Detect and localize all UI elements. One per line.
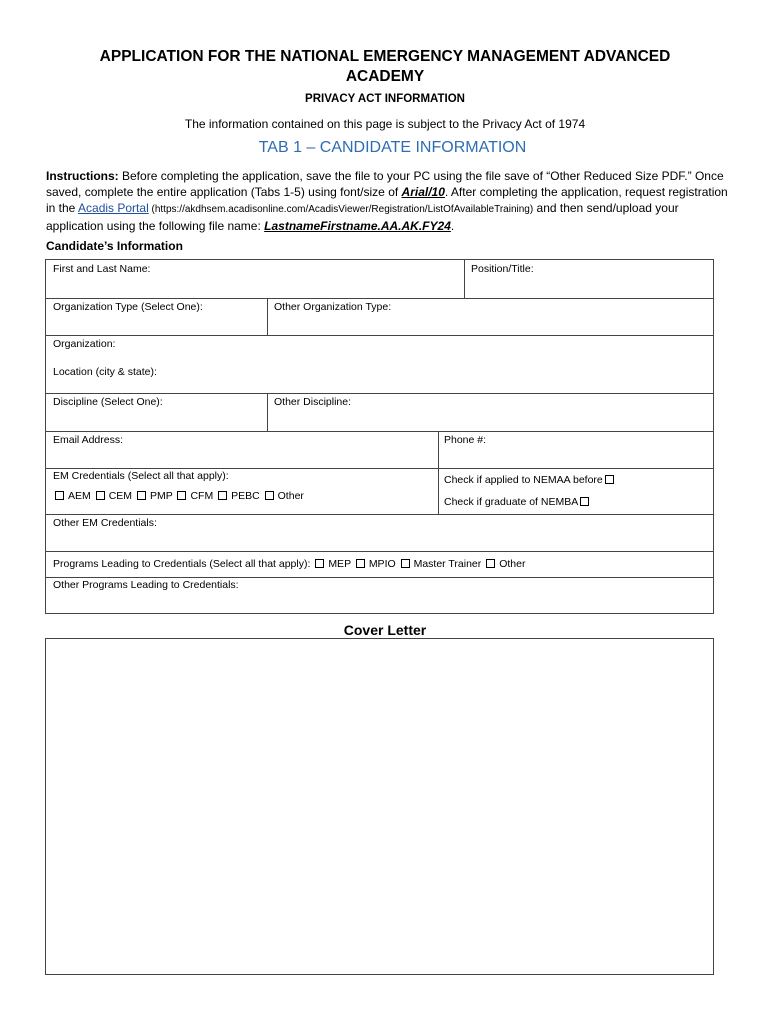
- pmp-checkbox[interactable]: [137, 491, 146, 500]
- instructions-text-3: and then send/upload your application using the following file name:: [46, 201, 679, 233]
- aem-checkbox[interactable]: [55, 491, 64, 500]
- candidate-info-form: [45, 259, 714, 614]
- instructions-text-1: Before completing the application, save the file to your PC using the file save of “Other Reduced Size PDF.” Once saved, complete the entire application (Tabs 1-5) using font/size of: [46, 169, 724, 199]
- master-trainer-label: Master Trainer: [413, 558, 482, 570]
- other-program-label: Other: [499, 558, 526, 570]
- other-program-checkbox[interactable]: [486, 559, 495, 568]
- nemba-graduate-row: [444, 496, 593, 508]
- acadis-portal-link[interactable]: Acadis Portal: [78, 201, 149, 215]
- divider: [46, 577, 713, 578]
- divider: [438, 431, 439, 514]
- other-organization-type-field[interactable]: Other Organization Type:: [274, 301, 392, 313]
- organization-type-field[interactable]: Organization Type (Select One):: [53, 301, 203, 313]
- organization-field[interactable]: Organization:: [53, 338, 116, 350]
- instructions-text-2: . After completing the application, request registration in the: [46, 185, 728, 215]
- master-trainer-checkbox[interactable]: [401, 559, 410, 568]
- instructions-label: Instructions:: [46, 169, 119, 183]
- portal-url: (https://akdhsem.acadisonline.com/AcadisViewer/Registration/ListOfAvailableTraining): [148, 204, 534, 215]
- cem-checkbox[interactable]: [96, 491, 105, 500]
- nemba-graduate-checkbox[interactable]: [580, 497, 589, 506]
- filename-format: LastnameFirstname.AA.AK.FY24: [264, 219, 451, 233]
- divider: [46, 431, 713, 432]
- privacy-heading: PRIVACY ACT INFORMATION: [305, 93, 465, 105]
- credential-options: [53, 490, 304, 502]
- tab-title: TAB 1 – CANDIDATE INFORMATION: [258, 139, 527, 156]
- divider: [46, 468, 713, 469]
- nemaa-applied-row: [444, 474, 618, 486]
- em-credentials-label: EM Credentials (Select all that apply):: [53, 470, 229, 482]
- divider: [46, 393, 713, 394]
- pebc-checkbox[interactable]: [218, 491, 227, 500]
- cfm-checkbox[interactable]: [177, 491, 186, 500]
- divider: [464, 260, 465, 298]
- cover-letter-title: Cover Letter: [343, 622, 427, 638]
- divider: [46, 298, 713, 299]
- divider: [46, 335, 713, 336]
- phone-field[interactable]: Phone #:: [444, 434, 487, 446]
- divider: [267, 393, 268, 431]
- programs-row: [53, 558, 525, 570]
- other-programs-field[interactable]: Other Programs Leading to Credentials:: [53, 579, 239, 591]
- pmp-label: PMP: [149, 490, 173, 502]
- cfm-label: CFM: [190, 490, 214, 502]
- location-field[interactable]: Location (city & state):: [53, 366, 157, 378]
- cover-letter-textarea[interactable]: [45, 638, 714, 975]
- programs-label: Programs Leading to Credentials (Select all that apply):: [53, 558, 311, 570]
- font-spec: Arial/10: [401, 185, 445, 199]
- first-last-name-field[interactable]: First and Last Name:: [53, 263, 151, 275]
- position-title-field[interactable]: Position/Title:: [471, 263, 534, 275]
- mep-label: MEP: [328, 558, 351, 570]
- candidate-info-heading: Candidate’s Information: [46, 239, 183, 253]
- pebc-label: PEBC: [231, 490, 260, 502]
- nemaa-applied-label: Check if applied to NEMAA before: [444, 474, 603, 486]
- cem-label: CEM: [108, 490, 133, 502]
- mpio-label: MPIO: [368, 558, 396, 570]
- divider: [46, 551, 713, 552]
- page-title: APPLICATION FOR THE NATIONAL EMERGENCY MANAGEMENT ADVANCED ACADEMY: [99, 48, 671, 85]
- other-credential-label: Other: [277, 490, 304, 502]
- aem-label: AEM: [68, 490, 91, 502]
- divider: [46, 514, 713, 515]
- mpio-checkbox[interactable]: [356, 559, 365, 568]
- nemba-graduate-label: Check if graduate of NEMBA: [444, 496, 579, 508]
- email-field[interactable]: Email Address:: [53, 434, 124, 446]
- mep-checkbox[interactable]: [315, 559, 324, 568]
- discipline-field[interactable]: Discipline (Select One):: [53, 396, 163, 408]
- instructions: [46, 168, 736, 234]
- instructions-text-4: .: [450, 219, 455, 233]
- other-discipline-field[interactable]: Other Discipline:: [274, 396, 352, 408]
- other-em-credentials-field[interactable]: Other EM Credentials:: [53, 517, 157, 529]
- nemaa-applied-checkbox[interactable]: [605, 475, 614, 484]
- privacy-note: The information contained on this page is subject to the Privacy Act of 1974: [184, 117, 586, 131]
- divider: [267, 298, 268, 335]
- other-credential-checkbox[interactable]: [265, 491, 274, 500]
